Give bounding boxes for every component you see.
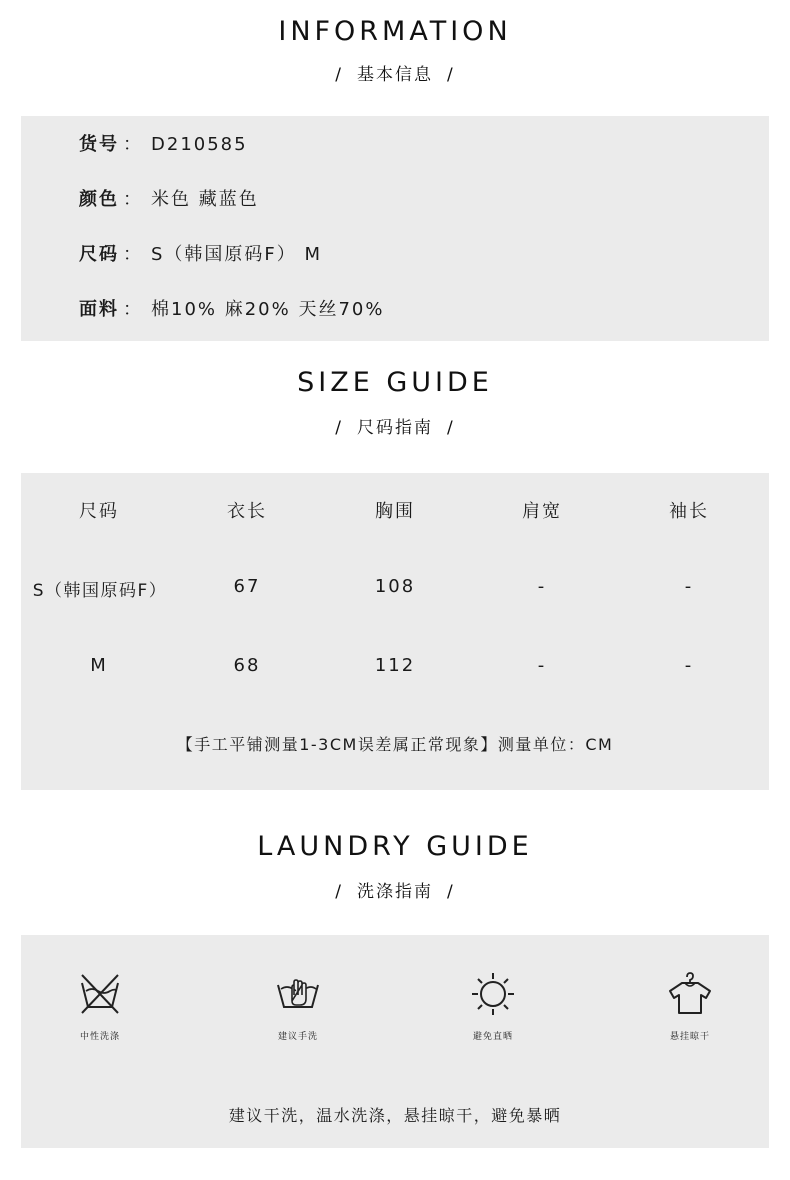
info-colon: ： xyxy=(123,299,143,320)
table-cell-length: 67 xyxy=(233,576,261,597)
care-label: 建议手洗 xyxy=(277,1032,318,1042)
info-key: 货号 xyxy=(79,134,119,155)
info-value: 棉10% 麻20% 天丝70% xyxy=(151,299,385,320)
subtitle-slash-right: / xyxy=(447,418,455,438)
info-colon: ： xyxy=(123,134,143,155)
table-cell-shoulder: - xyxy=(537,576,547,597)
care-label: 避免直晒 xyxy=(472,1032,513,1042)
info-value: S（韩国原码F） M xyxy=(151,244,323,265)
size-guide-subtitle-text: 尺码指南 xyxy=(357,418,433,438)
size-guide-subtitle xyxy=(0,413,790,438)
subtitle-slash-right: / xyxy=(447,882,455,902)
care-item-hand-wash xyxy=(223,971,373,1042)
table-cell-length: 68 xyxy=(233,655,261,676)
size-header-length: 衣长 xyxy=(227,501,267,522)
table-cell-sleeve: - xyxy=(684,576,694,597)
hang-dry-icon xyxy=(667,971,713,1017)
table-cell-chest: 108 xyxy=(374,576,416,597)
laundry-note: 建议干洗，温水洗涤，悬挂晾干，避免暴晒 xyxy=(228,1106,562,1125)
info-row-fabric xyxy=(79,295,384,321)
information-panel xyxy=(21,116,769,341)
information-title: INFORMATION xyxy=(278,16,512,47)
info-colon: ： xyxy=(123,189,143,210)
laundry-guide-title: LAUNDRY GUIDE xyxy=(257,831,533,862)
care-item-avoid-sun xyxy=(418,971,568,1042)
table-cell-sleeve: - xyxy=(684,655,694,676)
info-key: 颜色 xyxy=(79,189,119,210)
info-row-item-number xyxy=(79,130,248,156)
size-header-sleeve: 袖长 xyxy=(669,501,709,522)
info-value: D210585 xyxy=(151,134,248,155)
care-label: 中性洗涤 xyxy=(79,1032,120,1042)
info-key: 尺码 xyxy=(79,244,119,265)
size-header-size: 尺码 xyxy=(79,501,119,522)
measurement-note: 【手工平铺测量1-3CM误差属正常现象】测量单位：CM xyxy=(176,735,614,754)
sun-icon xyxy=(470,971,516,1017)
table-cell-chest: 112 xyxy=(374,655,416,676)
hand-wash-icon xyxy=(275,971,321,1017)
information-subtitle xyxy=(0,60,790,85)
info-row-size xyxy=(79,240,322,266)
laundry-guide-subtitle-text: 洗涤指南 xyxy=(357,882,433,902)
laundry-guide-subtitle xyxy=(0,877,790,902)
subtitle-slash-right: / xyxy=(447,65,455,85)
table-cell-size: M xyxy=(90,655,108,676)
no-wash-icon xyxy=(78,971,122,1017)
table-cell-shoulder: - xyxy=(537,655,547,676)
care-item-hang-dry xyxy=(615,971,765,1042)
table-cell-size: S（韩国原码F） xyxy=(32,581,168,601)
information-subtitle-text: 基本信息 xyxy=(357,65,433,85)
subtitle-slash-left: / xyxy=(335,65,343,85)
subtitle-slash-left: / xyxy=(335,418,343,438)
size-guide-title: SIZE GUIDE xyxy=(297,367,493,398)
care-label: 悬挂晾干 xyxy=(669,1032,710,1042)
info-row-color xyxy=(79,185,259,211)
info-key: 面料 xyxy=(79,299,119,320)
info-value: 米色 藏蓝色 xyxy=(151,189,259,210)
size-header-chest: 胸围 xyxy=(375,501,415,522)
subtitle-slash-left: / xyxy=(335,882,343,902)
size-header-shoulder: 肩宽 xyxy=(522,501,562,522)
info-colon: ： xyxy=(123,244,143,265)
laundry-panel xyxy=(21,935,769,1148)
care-item-no-wash xyxy=(25,971,175,1042)
size-table-panel xyxy=(21,473,769,790)
